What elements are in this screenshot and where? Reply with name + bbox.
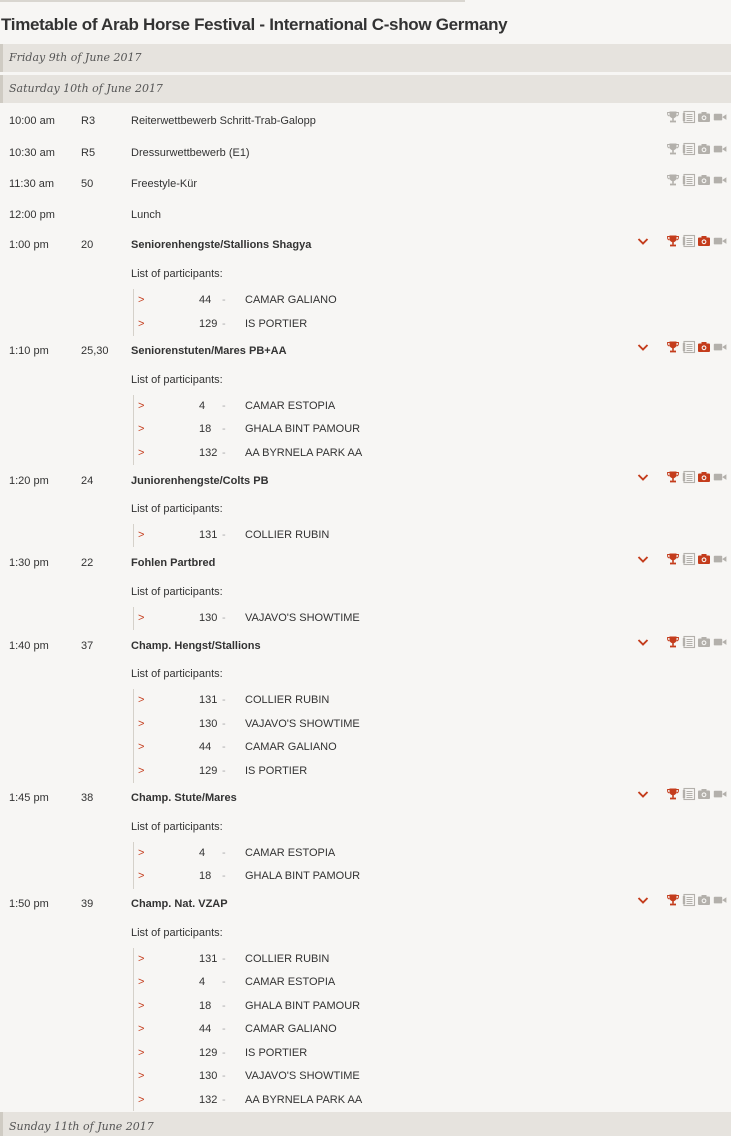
- day-header-friday[interactable]: Friday 9th of June 2017: [0, 44, 731, 72]
- participant-row[interactable]: [0, 736, 731, 759]
- participant-name: COLLIER RUBIN: [245, 694, 330, 706]
- event-time: 1:40 pm: [9, 640, 49, 652]
- participant-number: 129: [199, 765, 218, 777]
- event-time: 12:00 pm: [9, 209, 55, 221]
- day-header-saturday[interactable]: Saturday 10th of June 2017: [0, 75, 731, 103]
- participants-label: List of participants:: [131, 927, 223, 939]
- video-icon[interactable]: [713, 172, 727, 186]
- trophy-icon[interactable]: [666, 172, 680, 186]
- separator: -: [222, 447, 226, 459]
- event-time: 1:10 pm: [9, 345, 49, 357]
- participant-number: 131: [199, 694, 218, 706]
- participant-row[interactable]: [0, 442, 731, 465]
- event-row: [0, 203, 731, 227]
- participant-number: 18: [199, 423, 212, 435]
- participant-name: CAMAR GALIANO: [245, 1023, 337, 1035]
- separator: -: [222, 741, 226, 753]
- results-list-icon[interactable]: [682, 551, 696, 565]
- separator: -: [222, 976, 226, 988]
- event-time: 10:30 am: [9, 147, 55, 159]
- event-number: 25,30: [81, 345, 109, 357]
- participants-label: List of participants:: [131, 586, 223, 598]
- trophy-icon[interactable]: [666, 634, 680, 648]
- video-icon[interactable]: [713, 551, 727, 565]
- chevron-down-icon[interactable]: [636, 892, 650, 906]
- video-icon[interactable]: [713, 634, 727, 648]
- participant-number: 44: [199, 1023, 212, 1035]
- participant-row[interactable]: [0, 842, 731, 865]
- event-number: R5: [81, 147, 96, 159]
- separator: -: [222, 1000, 226, 1012]
- participant-number: 4: [199, 400, 206, 412]
- event-name: Champ. Hengst/Stallions: [131, 640, 261, 652]
- participant-number: 18: [199, 1000, 212, 1012]
- separator: -: [222, 1047, 226, 1059]
- participant-number: 4: [199, 976, 206, 988]
- participant-name: VAJAVO'S SHOWTIME: [245, 718, 360, 730]
- event-number: 38: [81, 792, 94, 804]
- page-title: Timetable of Arab Horse Festival - International C-show Germany: [1, 15, 508, 34]
- event-number: R3: [81, 115, 96, 127]
- participants-label: List of participants:: [131, 268, 223, 280]
- camera-icon[interactable]: [697, 892, 711, 906]
- participant-row[interactable]: [0, 971, 731, 994]
- chevron-right-icon: >: [138, 529, 145, 541]
- participant-number: 18: [199, 870, 212, 882]
- participant-name: CAMAR ESTOPIA: [245, 976, 336, 988]
- participant-row[interactable]: [0, 1089, 731, 1112]
- results-list-icon[interactable]: [682, 233, 696, 247]
- video-icon[interactable]: [713, 892, 727, 906]
- chevron-right-icon: >: [138, 1094, 145, 1106]
- camera-icon[interactable]: [697, 233, 711, 247]
- results-list-icon[interactable]: [682, 339, 696, 353]
- participant-number: 129: [199, 318, 218, 330]
- event-name: Seniorenhengste/Stallions Shagya: [131, 239, 312, 251]
- separator: -: [222, 612, 226, 624]
- chevron-right-icon: >: [138, 612, 145, 624]
- event-row-expanded[interactable]: [0, 339, 731, 363]
- participant-number: 132: [199, 1094, 218, 1106]
- trophy-icon[interactable]: [666, 551, 680, 565]
- chevron-down-icon[interactable]: [636, 551, 650, 565]
- participant-name: GHALA BINT PAMOUR: [245, 870, 361, 882]
- chevron-down-icon[interactable]: [636, 339, 650, 353]
- participant-number: 4: [199, 847, 206, 859]
- event-number: 24: [81, 475, 94, 487]
- participant-name: VAJAVO'S SHOWTIME: [245, 612, 360, 624]
- trophy-icon[interactable]: [666, 469, 680, 483]
- participant-row[interactable]: [0, 689, 731, 712]
- event-name: Lunch: [131, 209, 161, 221]
- trophy-icon[interactable]: [666, 892, 680, 906]
- participant-name: IS PORTIER: [245, 318, 308, 330]
- results-list-icon[interactable]: [682, 892, 696, 906]
- chevron-right-icon: >: [138, 1023, 145, 1035]
- trophy-icon[interactable]: [666, 109, 680, 123]
- video-icon[interactable]: [713, 233, 727, 247]
- video-icon[interactable]: [713, 109, 727, 123]
- participant-name: CAMAR ESTOPIA: [245, 400, 336, 412]
- participant-row[interactable]: [0, 1042, 731, 1065]
- event-time: 1:50 pm: [9, 898, 49, 910]
- separator: -: [222, 1070, 226, 1082]
- chevron-right-icon: >: [138, 1070, 145, 1082]
- separator: -: [222, 318, 226, 330]
- event-time: 11:30 am: [9, 178, 55, 190]
- event-time: 1:45 pm: [9, 792, 49, 804]
- participants-label: List of participants:: [131, 821, 223, 833]
- separator: -: [222, 953, 226, 965]
- event-row-expanded[interactable]: [0, 469, 731, 493]
- event-row: [0, 172, 731, 196]
- event-row-expanded[interactable]: [0, 892, 731, 916]
- video-icon[interactable]: [713, 786, 727, 800]
- chevron-right-icon: >: [138, 765, 145, 777]
- participant-row[interactable]: [0, 313, 731, 336]
- chevron-right-icon: >: [138, 718, 145, 730]
- event-name: Seniorenstuten/Mares PB+AA: [131, 345, 287, 357]
- participant-number: 131: [199, 953, 218, 965]
- separator: -: [222, 400, 226, 412]
- event-row: [0, 141, 731, 165]
- event-time: 1:30 pm: [9, 557, 49, 569]
- top-divider: [0, 0, 465, 2]
- participant-number: 130: [199, 718, 218, 730]
- chevron-down-icon[interactable]: [636, 634, 650, 648]
- chevron-down-icon[interactable]: [636, 233, 650, 247]
- participant-row[interactable]: [0, 395, 731, 418]
- participants-label: List of participants:: [131, 503, 223, 515]
- event-time: 1:00 pm: [9, 239, 49, 251]
- event-name: Fohlen Partbred: [131, 557, 216, 569]
- event-name: Champ. Stute/Mares: [131, 792, 237, 804]
- camera-icon[interactable]: [697, 141, 711, 155]
- event-number: 50: [81, 178, 94, 190]
- participants-label: List of participants:: [131, 374, 223, 386]
- chevron-down-icon[interactable]: [636, 786, 650, 800]
- participant-name: CAMAR GALIANO: [245, 294, 337, 306]
- chevron-down-icon[interactable]: [636, 469, 650, 483]
- participant-name: GHALA BINT PAMOUR: [245, 423, 361, 435]
- chevron-right-icon: >: [138, 400, 145, 412]
- participant-name: CAMAR ESTOPIA: [245, 847, 336, 859]
- participant-name: COLLIER RUBIN: [245, 953, 330, 965]
- trophy-icon[interactable]: [666, 339, 680, 353]
- chevron-right-icon: >: [138, 976, 145, 988]
- event-number: 39: [81, 898, 94, 910]
- separator: -: [222, 423, 226, 435]
- chevron-right-icon: >: [138, 1047, 145, 1059]
- event-name: Dressurwettbewerb (E1): [131, 147, 250, 159]
- participant-number: 132: [199, 447, 218, 459]
- participant-row[interactable]: [0, 948, 731, 971]
- event-number: 37: [81, 640, 94, 652]
- separator: -: [222, 718, 226, 730]
- chevron-right-icon: >: [138, 318, 145, 330]
- participant-name: IS PORTIER: [245, 1047, 308, 1059]
- participant-row[interactable]: [0, 1065, 731, 1088]
- event-row-expanded[interactable]: [0, 786, 731, 810]
- results-list-icon[interactable]: [682, 786, 696, 800]
- event-number: 22: [81, 557, 94, 569]
- participant-name: GHALA BINT PAMOUR: [245, 1000, 361, 1012]
- separator: -: [222, 694, 226, 706]
- participant-number: 44: [199, 294, 212, 306]
- video-icon[interactable]: [713, 339, 727, 353]
- trophy-icon[interactable]: [666, 141, 680, 155]
- results-list-icon[interactable]: [682, 109, 696, 123]
- event-name: Champ. Nat. VZAP: [131, 898, 228, 910]
- day-header-sunday[interactable]: Sunday 11th of June 2017: [0, 1112, 731, 1136]
- chevron-right-icon: >: [138, 294, 145, 306]
- participant-row[interactable]: [0, 418, 731, 441]
- participant-number: 130: [199, 612, 218, 624]
- chevron-right-icon: >: [138, 847, 145, 859]
- camera-icon[interactable]: [697, 172, 711, 186]
- chevron-right-icon: >: [138, 870, 145, 882]
- participants-label: List of participants:: [131, 668, 223, 680]
- results-list-icon[interactable]: [682, 172, 696, 186]
- results-list-icon[interactable]: [682, 469, 696, 483]
- event-row: [0, 109, 731, 133]
- video-icon[interactable]: [713, 141, 727, 155]
- event-name: Reiterwettbewerb Schritt-Trab-Galopp: [131, 115, 316, 127]
- results-list-icon[interactable]: [682, 634, 696, 648]
- separator: -: [222, 294, 226, 306]
- event-time: 10:00 am: [9, 115, 55, 127]
- camera-icon[interactable]: [697, 469, 711, 483]
- chevron-right-icon: >: [138, 447, 145, 459]
- participant-row[interactable]: [0, 760, 731, 783]
- participant-number: 130: [199, 1070, 218, 1082]
- participant-number: 44: [199, 741, 212, 753]
- participant-row[interactable]: [0, 289, 731, 312]
- participant-row[interactable]: [0, 1018, 731, 1041]
- camera-icon[interactable]: [697, 634, 711, 648]
- participant-name: AA BYRNELA PARK AA: [245, 1094, 363, 1106]
- participant-name: IS PORTIER: [245, 765, 308, 777]
- event-name: Juniorenhengste/Colts PB: [131, 475, 269, 487]
- chevron-right-icon: >: [138, 423, 145, 435]
- event-row-expanded[interactable]: [0, 634, 731, 658]
- separator: -: [222, 1094, 226, 1106]
- camera-icon[interactable]: [697, 786, 711, 800]
- camera-icon[interactable]: [697, 109, 711, 123]
- video-icon[interactable]: [713, 469, 727, 483]
- event-time: 1:20 pm: [9, 475, 49, 487]
- trophy-icon[interactable]: [666, 233, 680, 247]
- participant-number: 129: [199, 1047, 218, 1059]
- separator: -: [222, 847, 226, 859]
- event-row-expanded[interactable]: [0, 551, 731, 575]
- camera-icon[interactable]: [697, 551, 711, 565]
- chevron-right-icon: >: [138, 953, 145, 965]
- trophy-icon[interactable]: [666, 786, 680, 800]
- chevron-right-icon: >: [138, 1000, 145, 1012]
- event-row-expanded[interactable]: [0, 233, 731, 257]
- participant-row[interactable]: [0, 524, 731, 547]
- separator: -: [222, 529, 226, 541]
- participant-name: CAMAR GALIANO: [245, 741, 337, 753]
- camera-icon[interactable]: [697, 339, 711, 353]
- participant-number: 131: [199, 529, 218, 541]
- results-list-icon[interactable]: [682, 141, 696, 155]
- separator: -: [222, 765, 226, 777]
- event-number: 20: [81, 239, 94, 251]
- participant-name: COLLIER RUBIN: [245, 529, 330, 541]
- event-name: Freestyle-Kür: [131, 178, 198, 190]
- participant-row[interactable]: [0, 713, 731, 736]
- participant-row[interactable]: [0, 995, 731, 1018]
- participant-row[interactable]: [0, 865, 731, 888]
- separator: -: [222, 1023, 226, 1035]
- participant-name: VAJAVO'S SHOWTIME: [245, 1070, 360, 1082]
- separator: -: [222, 870, 226, 882]
- participant-row[interactable]: [0, 607, 731, 630]
- chevron-right-icon: >: [138, 741, 145, 753]
- participant-name: AA BYRNELA PARK AA: [245, 447, 363, 459]
- chevron-right-icon: >: [138, 694, 145, 706]
